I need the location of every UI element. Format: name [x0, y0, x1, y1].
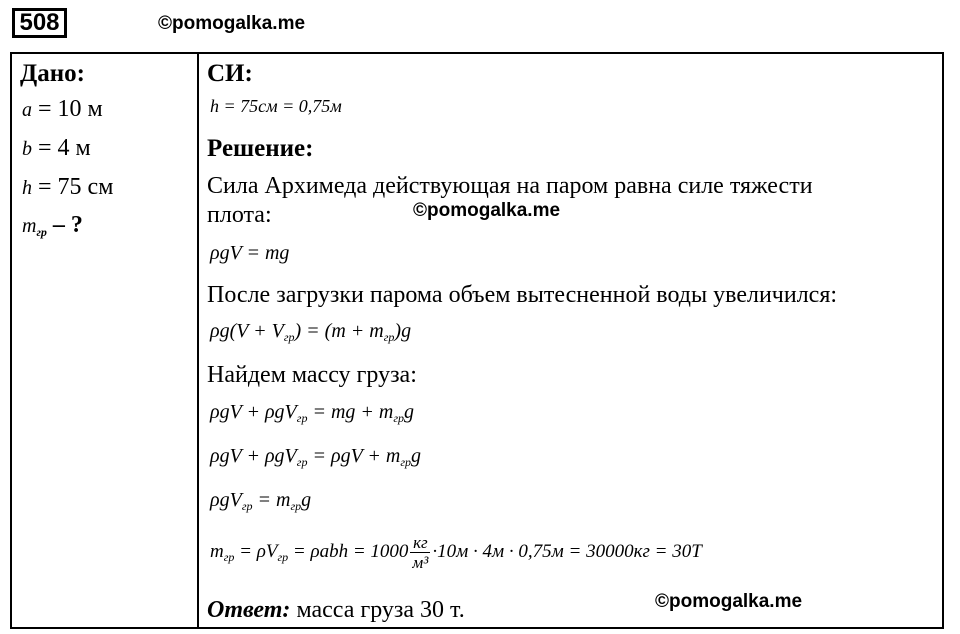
solution-text-2: После загрузки парома объем вытесненной воды увеличился: — [207, 282, 838, 308]
watermark-middle: ©pomogalka.me — [413, 200, 561, 221]
solution-text-1b: плота: — [207, 202, 272, 228]
equation-4: $\rho gV + \rho gV_{гр} = \rho gV + m_{гр}g$ — [210, 445, 422, 469]
si-heading: СИ: — [207, 60, 253, 87]
solution-text-1a: Сила Архимеда действующая на паром равна силе тяжести — [207, 173, 813, 199]
given-h: h = 75 см — [22, 174, 114, 200]
equation-1: ρgV = mg — [210, 242, 290, 264]
given-heading: Дано: — [20, 60, 85, 87]
given-unknown: $m_{гр}$ – ? — [22, 212, 83, 239]
watermark-top: ©pomogalka.me — [158, 13, 306, 34]
answer-text: масса груза 30 т. — [290, 597, 465, 623]
si-line: h = 75см = 0,75м — [210, 96, 342, 116]
solution-heading: Решение: — [207, 135, 314, 162]
equation-6: $m_{гр} = \rho V_{гр} = \rho abh = 1000$ $\frac{кг}{\text{м³}}$ ·10м · 4м · 0,75м = 30000кг = 30Т — [210, 533, 702, 572]
answer-label: Ответ: — [207, 597, 291, 623]
watermark-bottom: ©pomogalka.me — [655, 591, 803, 612]
equation-2: $\rho g(V + V_{гр}) = (m + m_{гр})g$ — [210, 320, 412, 344]
column-divider — [197, 52, 199, 629]
equation-5: $\rho gV_{гр} = m_{гр}g$ — [210, 489, 312, 513]
problem-number: 508 — [12, 8, 67, 38]
given-a: a = 10 м — [22, 96, 103, 122]
given-b: b = 4 м — [22, 135, 91, 161]
answer-line — [207, 597, 465, 624]
unit-fraction: $\frac{кг}{\text{м³}}$ — [412, 533, 429, 572]
solution-text-3: Найдем массу груза: — [207, 362, 417, 388]
equation-3: ρgV + ρgV$_{гр}$ = mg + $m_{гр}g$ — [210, 401, 415, 425]
